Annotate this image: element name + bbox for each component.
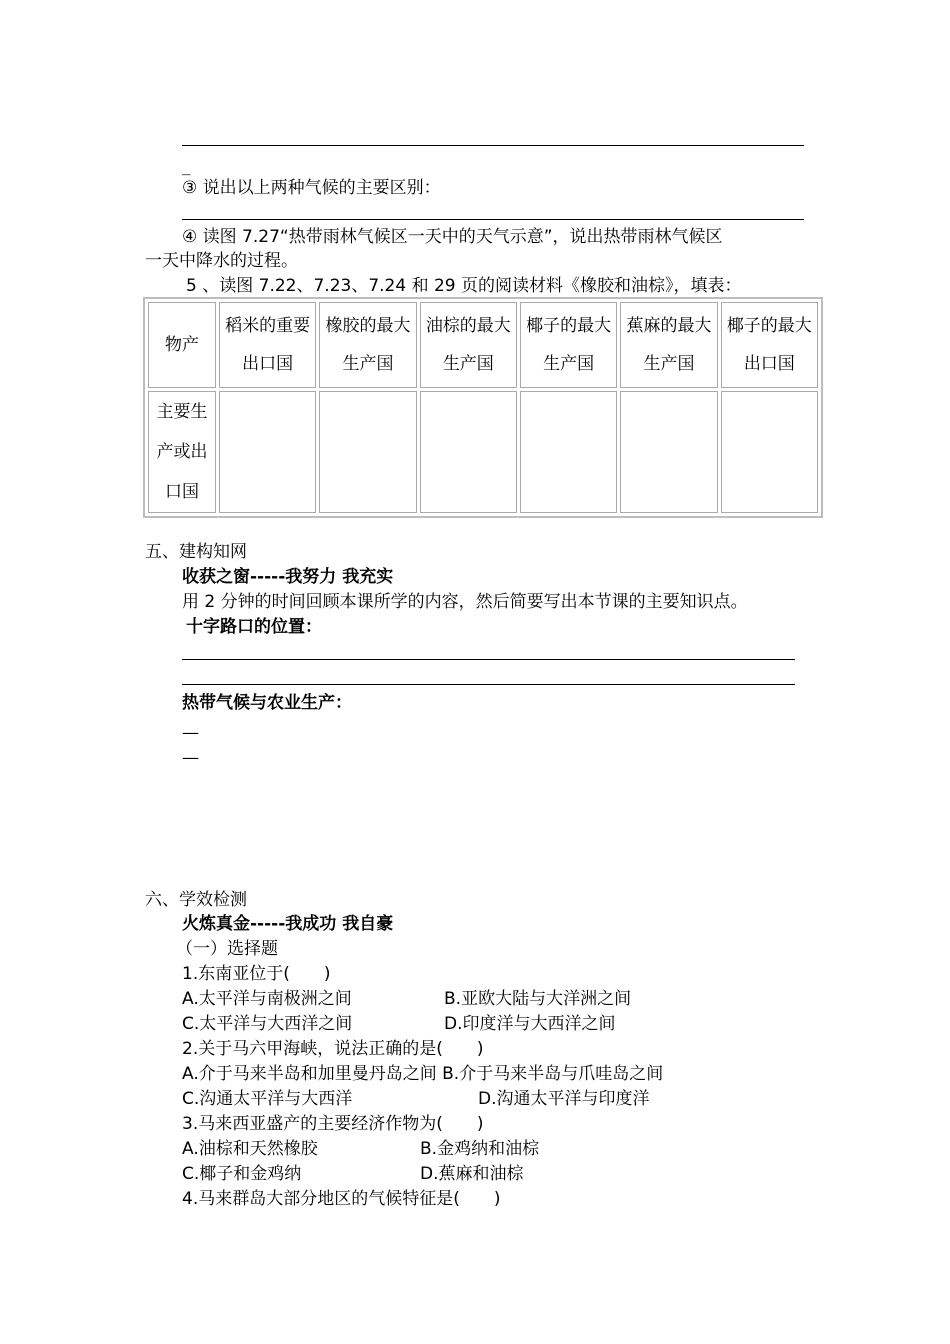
answer-line <box>182 145 804 146</box>
column-header <box>620 302 717 388</box>
knowledge-point-agriculture: 热带气候与农业生产： <box>182 693 352 713</box>
row-header-producer-text: 主要生 产或出 口国 <box>156 402 208 502</box>
column-header-line1: 橡胶的最大 <box>325 316 411 336</box>
answer-cell[interactable] <box>520 391 617 513</box>
question-item-4-line1: ④ 读图 7.27“热带雨林气候区一天中的天气示意”，说出热带雨林气候区 <box>182 227 723 247</box>
column-header <box>721 302 818 388</box>
row-header-producer <box>148 391 216 513</box>
question-2: 2.关于马六甲海峡，说法正确的是( ) <box>182 1039 484 1059</box>
q3-option-a: A.油棕和天然橡胶 <box>182 1139 318 1159</box>
column-header-line2: 生产国 <box>643 354 695 374</box>
question-item-4-line2: 一天中降水的过程。 <box>145 251 298 271</box>
column-header-line1: 蕉麻的最大 <box>626 316 712 336</box>
answer-dash: — <box>182 748 199 768</box>
column-header-line2: 生产国 <box>543 354 595 374</box>
choice-section-title: （一）选择题 <box>176 939 278 959</box>
q3-option-c: C.椰子和金鸡纳 <box>182 1164 302 1184</box>
q2-option-d: D.沟通太平洋与印度洋 <box>478 1089 650 1109</box>
answer-dash: — <box>182 723 199 743</box>
column-header <box>319 302 416 388</box>
section-5-subtitle: 收获之窗-----我努力 我充实 <box>182 567 394 587</box>
question-item-3: ③ 说出以上两种气候的主要区别： <box>182 178 441 198</box>
column-header <box>520 302 617 388</box>
answer-cell[interactable] <box>620 391 717 513</box>
question-3: 3.马来西亚盛产的主要经济作物为( ) <box>182 1114 484 1134</box>
column-header-line1: 椰子的最大 <box>526 316 612 336</box>
column-header <box>219 302 316 388</box>
section-5-instruction: 用 2 分钟的时间回顾本课所学的内容，然后简要写出本节课的主要知识点。 <box>182 592 748 612</box>
column-header-line2: 出口国 <box>743 354 795 374</box>
section-6-heading: 六、学效检测 <box>145 890 247 910</box>
answer-cell[interactable] <box>319 391 416 513</box>
row-header-product: 物产 <box>148 302 216 388</box>
knowledge-point-location: 十字路口的位置： <box>186 617 322 637</box>
q1-option-c: C.太平洋与大西洋之间 <box>182 1014 353 1034</box>
question-4: 4.马来群岛大部分地区的气候特征是( ) <box>182 1189 501 1209</box>
answer-line <box>182 219 804 220</box>
question-item-5: 5 、读图 7.22、7.23、7.24 和 29 页的阅读材料《橡胶和油棕》，填表： <box>186 276 742 296</box>
column-header-line1: 稻米的重要 <box>225 316 311 336</box>
q2-option-c: C.沟通太平洋与大西洋 <box>182 1089 353 1109</box>
q2-options-ab: A.介于马来半岛和加里曼丹岛之间 B.介于马来半岛与爪哇岛之间 <box>182 1064 664 1084</box>
q3-option-d: D.蕉麻和油棕 <box>420 1164 524 1184</box>
answer-line <box>182 659 795 660</box>
answer-cell[interactable] <box>219 391 316 513</box>
fill-in-table <box>143 297 823 518</box>
answer-cell[interactable] <box>420 391 517 513</box>
question-1: 1.东南亚位于( ) <box>182 964 331 984</box>
q1-option-d: D.印度洋与大西洋之间 <box>444 1014 616 1034</box>
column-header-line1: 椰子的最大 <box>726 316 812 336</box>
column-header <box>420 302 517 388</box>
column-header-line2: 生产国 <box>442 354 494 374</box>
column-header-line2: 出口国 <box>242 354 294 374</box>
answer-line <box>182 684 795 685</box>
section-5-heading: 五、建构知网 <box>145 542 247 562</box>
answer-cell[interactable] <box>721 391 818 513</box>
section-6-subtitle: 火炼真金-----我成功 我自豪 <box>182 914 394 934</box>
q1-option-a: A.太平洋与南极洲之间 <box>182 989 352 1009</box>
column-header-line2: 生产国 <box>342 354 394 374</box>
q3-option-b: B.金鸡纳和油棕 <box>420 1139 540 1159</box>
column-header-line1: 油棕的最大 <box>425 316 511 336</box>
answer-underscore: _ <box>182 156 191 176</box>
q1-option-b: B.亚欧大陆与大洋洲之间 <box>444 989 632 1009</box>
